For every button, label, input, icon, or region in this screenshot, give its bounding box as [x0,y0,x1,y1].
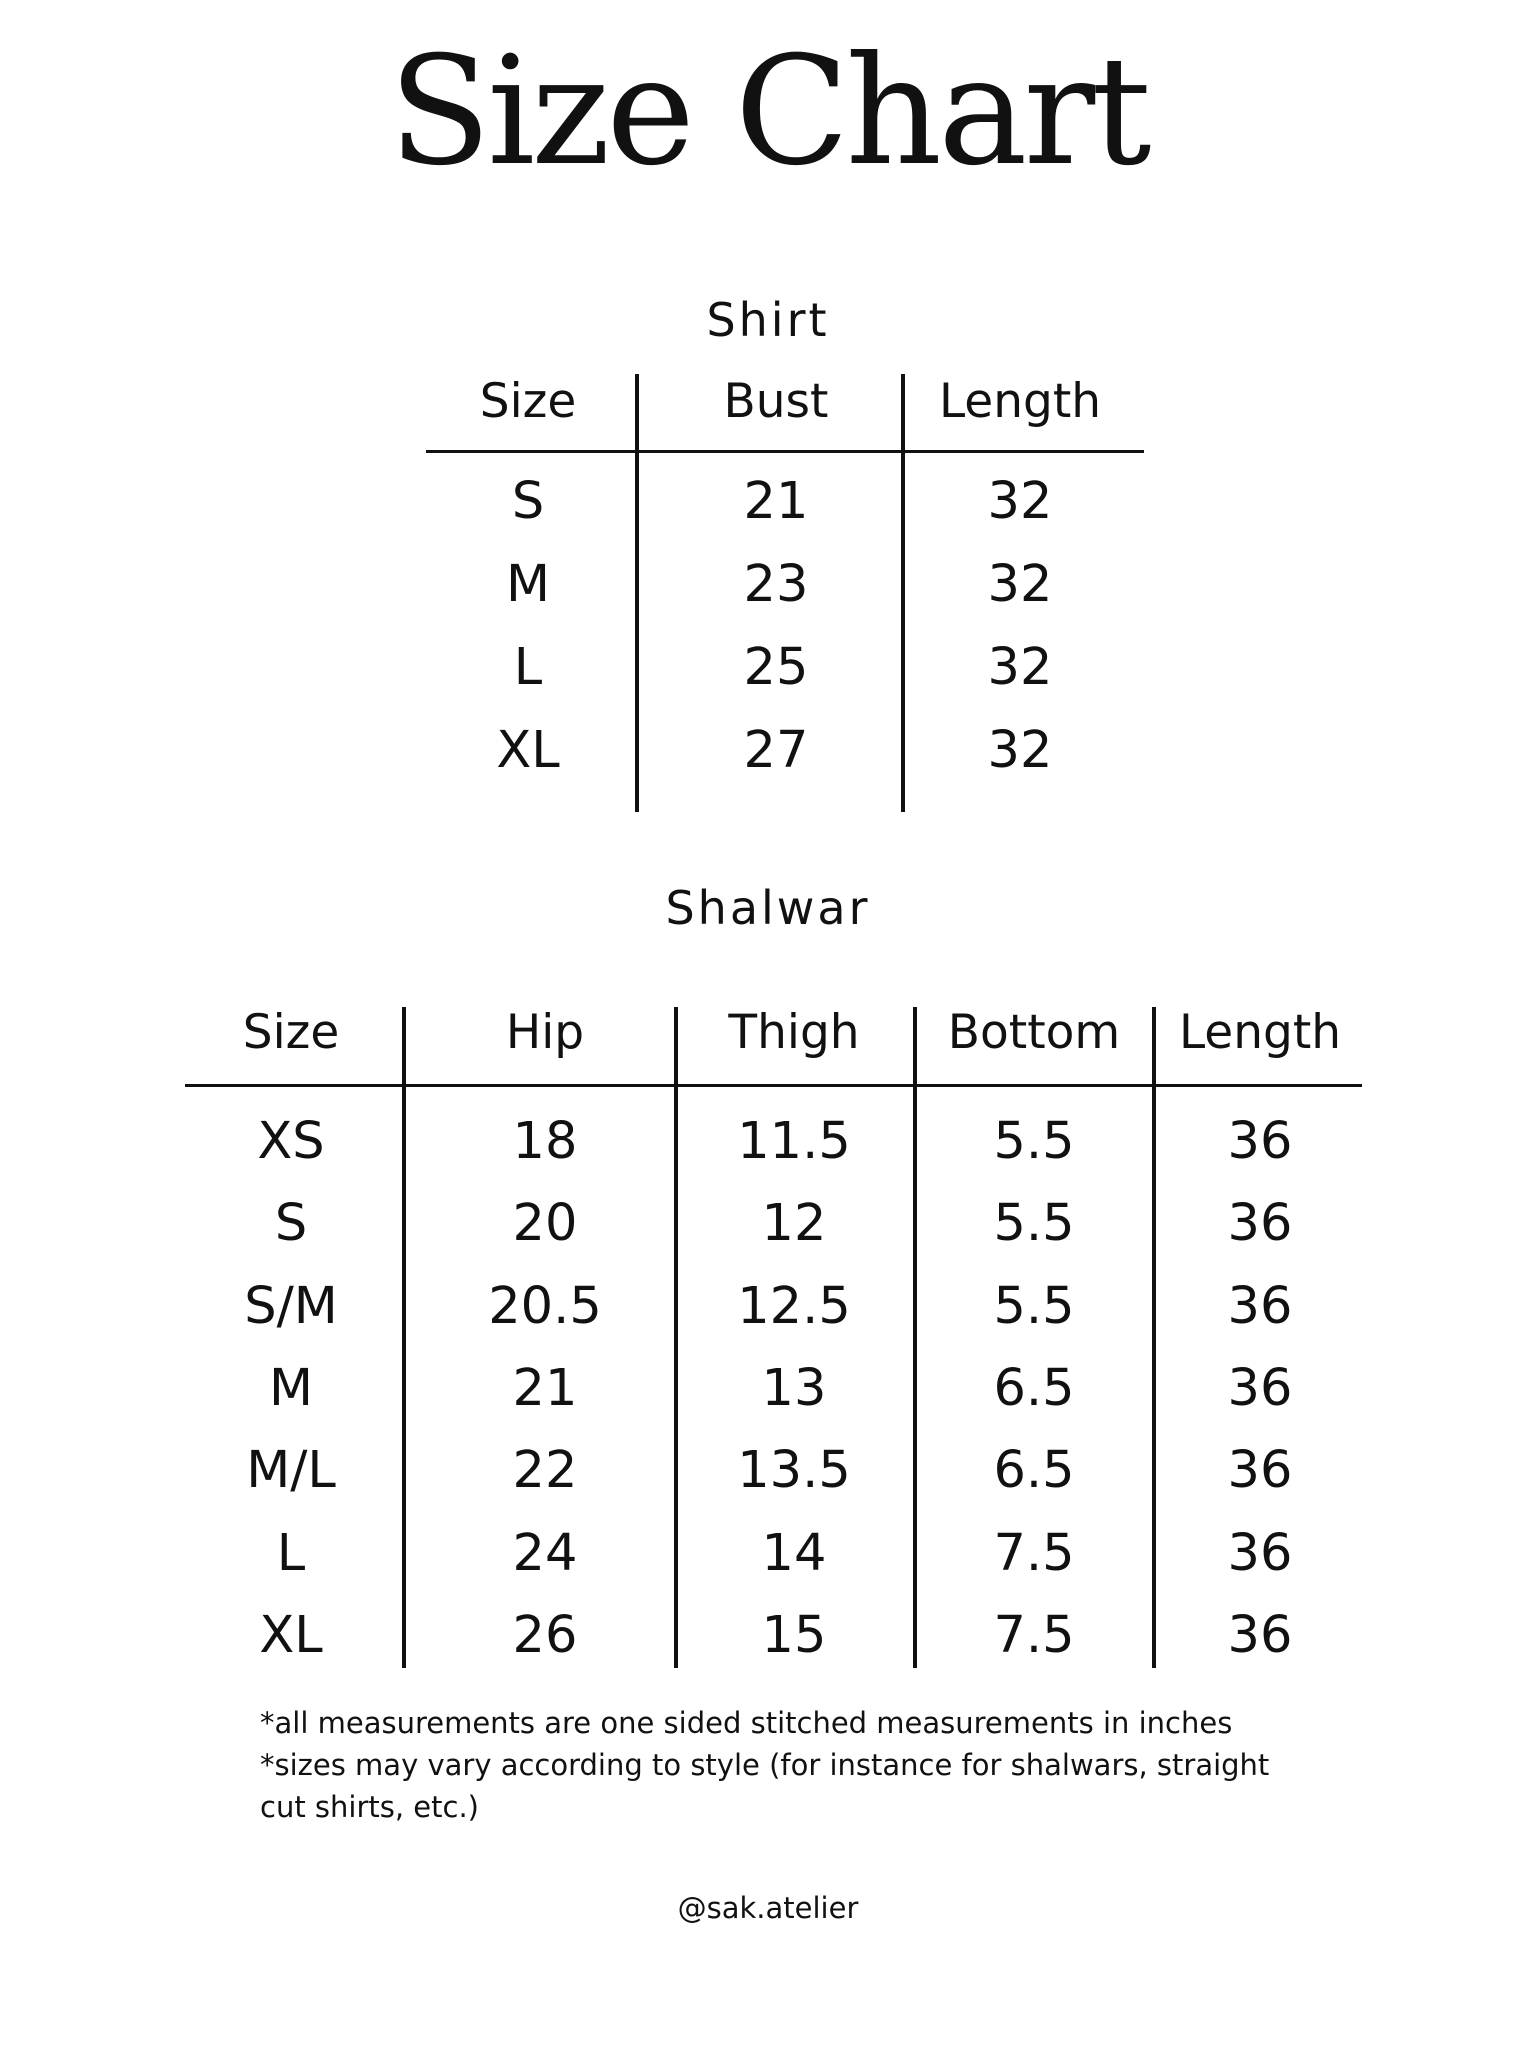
column-header: Length [938,374,1102,429]
table-cell: 36 [1227,1523,1293,1583]
table-cell: 7.5 [993,1523,1075,1583]
table-cell: M [268,1358,314,1418]
table-cell: 12.5 [737,1276,851,1336]
table-cell: 36 [1227,1194,1293,1254]
note-line: *all measurements are one sided stitched measurements in inches [260,1706,1233,1740]
table-cell: M [505,555,551,614]
table-cell: L [276,1523,306,1583]
column-divider [1152,1007,1156,1668]
table-cell: 13 [761,1358,827,1418]
table-cell: 13.5 [737,1441,851,1501]
table-cell: 32 [987,638,1053,697]
table-cell: 36 [1227,1112,1293,1171]
table-cell: S [274,1194,308,1254]
table-cell: 5.5 [993,1276,1075,1336]
column-header: Bust [723,374,829,429]
table-cell: 36 [1227,1358,1293,1418]
table-cell: 20 [512,1194,578,1254]
table-cell: 7.5 [993,1605,1075,1665]
table-cell: XL [496,721,560,780]
table-cell: 12 [761,1194,827,1254]
table-cell: 27 [743,721,809,780]
table-cell: 5.5 [993,1194,1075,1254]
table-cell: 5.5 [993,1112,1075,1171]
table-cell: 6.5 [993,1441,1075,1501]
note-line: *sizes may vary according to style (for instance for shalwars, straight [260,1748,1270,1782]
column-header: Size [479,374,577,429]
shirt-section-title: Shirt [706,293,830,347]
table-cell: 36 [1227,1276,1293,1336]
table-cell: 6.5 [993,1358,1075,1418]
table-cell: 21 [743,472,809,531]
table-cell: 15 [761,1605,827,1665]
table-cell: 22 [512,1441,578,1501]
table-cell: L [513,638,543,697]
table-cell: S [511,472,545,531]
table-cell: 32 [987,721,1053,780]
column-header: Thigh [728,1005,860,1060]
note-line: cut shirts, etc.) [260,1790,479,1824]
table-cell: 11.5 [737,1112,851,1171]
page-title: Size Chart [388,25,1148,199]
column-header: Bottom [947,1005,1121,1060]
table-cell: 18 [512,1112,578,1171]
table-cell: 23 [743,555,809,614]
table-cell: 32 [987,555,1053,614]
header-divider [185,1084,1362,1087]
column-divider [913,1007,917,1668]
table-cell: S/M [244,1276,338,1336]
column-header: Length [1178,1005,1342,1060]
table-cell: 25 [743,638,809,697]
column-divider [901,374,905,812]
header-divider [426,450,1144,453]
table-cell: M/L [246,1441,336,1501]
column-header: Hip [505,1005,585,1060]
table-cell: 36 [1227,1441,1293,1501]
table-cell: 21 [512,1358,578,1418]
notes [260,1702,1360,1828]
column-divider [402,1007,406,1668]
table-cell: 26 [512,1605,578,1665]
table-cell: 32 [987,472,1053,531]
column-divider [674,1007,678,1668]
column-header: Size [242,1005,340,1060]
table-cell: 14 [761,1523,827,1583]
table-cell: XS [257,1112,325,1171]
table-cell: 36 [1227,1605,1293,1665]
column-divider [635,374,639,812]
table-cell: 20.5 [488,1276,602,1336]
social-handle: @sak.atelier [677,1891,859,1925]
table-cell: XL [259,1605,323,1665]
table-cell: 24 [512,1523,578,1583]
shalwar-section-title: Shalwar [665,881,871,935]
